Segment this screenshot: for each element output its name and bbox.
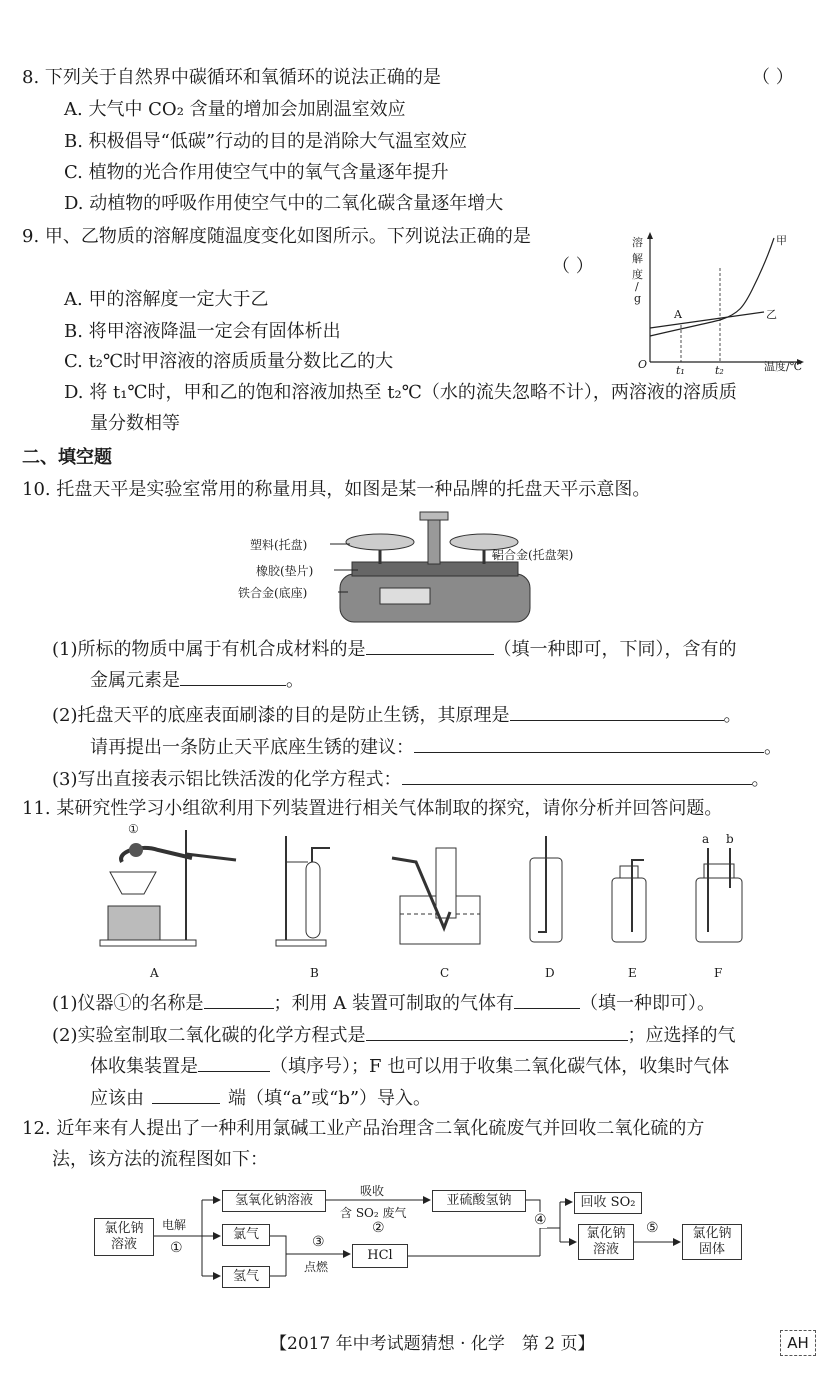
q10-stem: 10. 托盘天平是实验室常用的称量用具，如图是某一种品牌的托盘天平示意图。 (22, 479, 651, 500)
graph-ylabel-2: 解 (632, 252, 643, 265)
q9-option-b: B. 将甲溶液降温一定会有固体析出 (64, 321, 341, 342)
label-absorb: 吸收 (360, 1184, 385, 1198)
nahso3-merge (526, 1200, 540, 1256)
label-step3: ③ (312, 1234, 325, 1250)
port-a-label: a (702, 832, 710, 846)
y-axis-arrow-icon (647, 232, 653, 239)
label-electrolysis: 电解 (162, 1218, 187, 1232)
port-b-label: b (726, 832, 734, 846)
q11-p2a: (2)实验室制取二氧化碳的化学方程式是 (52, 1025, 366, 1046)
label-ignite: 点燃 (304, 1260, 329, 1274)
graph-point-a: A (674, 308, 682, 321)
q10-period-1: 。 (286, 670, 304, 691)
balance-top (420, 512, 448, 520)
page-footer: 【2017 年中考试题猜想 · 化学 第 2 页】 (270, 1334, 595, 1354)
graph-label-yi: 乙 (766, 308, 777, 321)
q11-blank-instrument[interactable] (204, 990, 274, 1009)
balance-illustration (230, 508, 630, 626)
apparatus-label-e: E (628, 966, 637, 980)
box-hcl: HCl (352, 1244, 408, 1268)
flowchart-connectors (90, 1178, 770, 1308)
q10-blank-metal[interactable] (180, 667, 286, 686)
nacl-solid-line1: 氯化钠 (692, 1226, 732, 1241)
q10-p1b: （填一种即可，下同），含有的 (493, 639, 737, 660)
curve-yi (650, 312, 764, 328)
graph-ylabel-4: / (635, 280, 639, 293)
graph-label-jia: 甲 (776, 234, 787, 247)
nacl-sol2-line2: 溶液 (592, 1242, 619, 1257)
q10-blank-equation[interactable] (402, 766, 752, 785)
box-nacl-solution-text (94, 1218, 154, 1256)
apparatus-e (612, 860, 646, 942)
q11-p1b: ；利用 A 装置可制取的气体有 (273, 993, 514, 1014)
q11-p2f: 端（填“a”或“b”）导入。 (228, 1088, 432, 1109)
q8-answer-paren: （ ） (752, 67, 794, 88)
q10-period-2: 。 (723, 705, 742, 726)
q10-p2b: 请再提出一条防止天平底座生锈的建议： (90, 737, 414, 758)
graph-ylabel-5: g (634, 292, 642, 305)
instrument-1-marker: ① (128, 822, 139, 836)
solubility-graph (624, 228, 824, 376)
q9-answer-paren: （ ） (552, 256, 594, 277)
q11-blank-collector[interactable] (198, 1053, 270, 1072)
q10-blank-organic[interactable] (366, 636, 494, 655)
q8-option-d: D. 动植物的呼吸作用使空气中的二氧化碳含量逐年增大 (64, 193, 504, 214)
graph-t1: t₁ (676, 364, 685, 377)
q9-option-d-line2: 量分数相等 (90, 413, 180, 434)
q11-part2-line3 (90, 1085, 431, 1111)
box-nahso3: 亚硫酸氢钠 (432, 1190, 526, 1212)
apparatus-b (276, 836, 330, 946)
q8-option-a: A. 大气中 CO₂ 含量的增加会加剧温室效应 (64, 99, 406, 120)
q11-part1 (52, 990, 715, 1016)
graph-xlabel: 温度/℃ (764, 360, 803, 373)
q10-period-4: 。 (751, 769, 770, 790)
apparatus-d (530, 836, 562, 942)
label-iron: 铁合金(底座) (238, 586, 308, 600)
apparatus-svg (100, 822, 760, 982)
q11-part2-line2 (90, 1053, 729, 1079)
q10-blank-suggestion[interactable] (414, 734, 764, 753)
box-naoh: 氢氧化钠溶液 (222, 1190, 326, 1212)
q10-p3: (3)写出直接表示铝比铁活泼的化学方程式： (52, 769, 402, 790)
q8-stem: 8. 下列关于自然界中碳循环和氧循环的说法正确的是 (22, 67, 441, 88)
nacl-sol-line2: 溶液 (110, 1237, 137, 1252)
q10-part2-line1 (52, 702, 742, 728)
q10-part1-line1 (52, 636, 737, 662)
cl2-merge (270, 1236, 286, 1276)
label-step4: ④ (534, 1212, 547, 1228)
q11-stem: 11. 某研究性学习小组欲利用下列装置进行相关气体制取的探究，请你分析并回答问题。 (22, 798, 723, 819)
apparatus-a (100, 830, 236, 946)
q10-p1c: 金属元素是 (90, 670, 180, 691)
balance-plate (380, 588, 430, 604)
q11-blank-equation[interactable] (366, 1022, 628, 1041)
q11-blank-port[interactable] (152, 1085, 220, 1104)
box-nacl-solution-2 (578, 1224, 634, 1260)
curve-jia (650, 238, 774, 336)
nacl-solid-line2: 固体 (698, 1242, 725, 1257)
box-cl2: 氯气 (222, 1224, 270, 1246)
label-step1: ① (170, 1240, 183, 1256)
q11-p2d: （填序号）；F 也可以用于收集二氧化碳气体，收集时气体 (270, 1056, 730, 1077)
box-nacl-solid (682, 1224, 742, 1260)
label-rubber: 橡胶(垫片) (256, 564, 314, 578)
q9-stem: 9. 甲、乙物质的溶解度随温度变化如图所示。下列说法正确的是 (22, 226, 531, 247)
balance-base (340, 574, 530, 622)
q10-part3 (52, 766, 770, 792)
q9-option-d-line1: D. 将 t₁℃时，甲和乙的饱和溶液加热至 t₂℃（水的流失忽略不计），两溶液的溶质质 (64, 382, 737, 403)
apparatus-label-f: F (714, 966, 723, 980)
q11-blank-gas[interactable] (514, 990, 580, 1009)
apparatus-label-a: A (150, 966, 159, 980)
q11-p1a: (1)仪器①的名称是 (52, 993, 204, 1014)
q9-option-a: A. 甲的溶解度一定大于乙 (64, 289, 269, 310)
q11-p2c: 体收集装置是 (90, 1056, 198, 1077)
q11-p2e: 应该由 (90, 1088, 144, 1109)
label-alu: 铝合金(托盘架) (492, 548, 574, 562)
box-recover-so2: 回收 SO₂ (574, 1192, 642, 1214)
q11-part2-line1 (52, 1022, 736, 1048)
label-plastic: 塑料(托盘) (250, 538, 308, 552)
solubility-graph-svg (624, 228, 824, 376)
box-h2: 氢气 (222, 1266, 270, 1288)
graph-t2: t₂ (715, 364, 724, 377)
q10-part2-line2 (90, 734, 782, 760)
balance-pointer (428, 516, 440, 564)
q8-option-b: B. 积极倡导“低碳”行动的目的是消除大气温室效应 (64, 131, 468, 152)
section-title: 二、填空题 (22, 447, 112, 468)
nacl-sol2-line1: 氯化钠 (586, 1226, 626, 1241)
graph-ylabel-3: 度 (632, 268, 643, 281)
nacl-sol-line1: 氯化钠 (104, 1221, 144, 1236)
q11-p2b: ；应选择的气 (627, 1025, 736, 1046)
q10-p2a: (2)托盘天平的底座表面刷漆的目的是防止生锈，其原理是 (52, 705, 510, 726)
label-so2-gas: 含 SO₂ 废气 (340, 1206, 407, 1220)
flowchart (90, 1178, 770, 1308)
left-pan (346, 534, 414, 550)
apparatus-label-b: B (310, 966, 319, 980)
region-badge: AH (780, 1330, 816, 1356)
q11-p1c: （填一种即可）。 (579, 993, 715, 1014)
q10-period-3: 。 (764, 737, 782, 758)
q9-option-c: C. t₂℃时甲溶液的溶质质量分数比乙的大 (64, 351, 394, 372)
q12-stem-line2: 法，该方法的流程图如下： (52, 1149, 268, 1170)
apparatus-label-c: C (440, 966, 450, 980)
label-step2: ② (372, 1220, 385, 1236)
q10-p1a: (1)所标的物质中属于有机合成材料的是 (52, 639, 366, 660)
apparatus-c (392, 848, 480, 944)
graph-ylabel-1: 溶 (632, 236, 643, 249)
apparatus-label-d: D (545, 966, 555, 980)
q10-blank-principle[interactable] (510, 702, 724, 721)
q12-stem-line1: 12. 近年来有人提出了一种利用氯碱工业产品治理含二氧化硫废气并回收二氧化硫的方 (22, 1118, 705, 1139)
apparatus-figure (100, 822, 760, 982)
graph-origin: O (638, 358, 648, 371)
apparatus-f (696, 848, 742, 942)
q10-part1-line2 (90, 667, 304, 693)
label-step5: ⑤ (646, 1220, 659, 1236)
q8-option-c: C. 植物的光合作用使空气中的氧气含量逐年提升 (64, 162, 449, 183)
